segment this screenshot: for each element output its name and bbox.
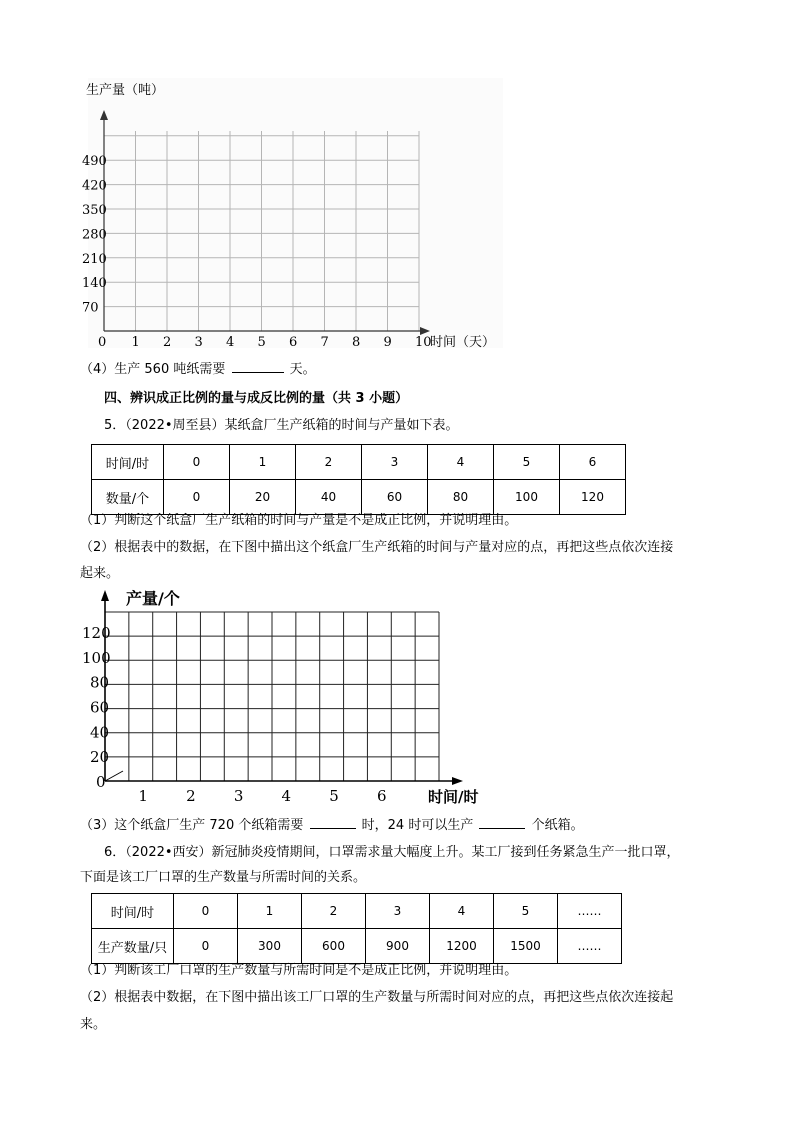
q4-text-a: （4）生产 560 吨纸需要 xyxy=(80,362,226,377)
table1-header: 数量/个 xyxy=(92,480,164,515)
q6-intro-line1: 6．（2022•西安）新冠肺炎疫情期间，口罩需求量大幅度上升。某工厂接到任务紧急生产一批口罩， xyxy=(104,845,680,860)
chart2-x-tick-label: 4 xyxy=(281,787,292,805)
table1-cell: 0 xyxy=(164,480,230,515)
chart2-x-tick-label: 3 xyxy=(233,787,244,805)
table-time-quantity xyxy=(91,444,626,515)
table2-header: 时间/时 xyxy=(92,894,174,929)
chart2-ticks xyxy=(82,624,387,805)
chart1-background xyxy=(88,78,503,348)
chart2-y-tick-label: 0 xyxy=(96,773,106,791)
table1-cell: 120 xyxy=(560,480,626,515)
table2-cell: 5 xyxy=(494,894,558,929)
table2-cell: 1200 xyxy=(430,929,494,964)
q6-part2-line2: 来。 xyxy=(80,1017,107,1032)
chart2-y-arrow xyxy=(101,590,109,601)
table2-cell: 1 xyxy=(238,894,302,929)
q4-text-b: 天。 xyxy=(289,362,316,377)
chart1-x-tick-label: 6 xyxy=(289,335,298,350)
chart2-x-tick-label: 6 xyxy=(376,787,387,805)
table2-cell: 900 xyxy=(366,929,430,964)
chart2-y-tick-label: 40 xyxy=(90,723,110,742)
chart1-y-tick-label: 210 xyxy=(82,251,107,267)
chart1-x-tick-label: 9 xyxy=(383,335,392,350)
q6-part1: （1）判断该工厂口罩的生产数量与所需时间是不是成正比例，并说明理由。 xyxy=(80,963,518,978)
table1-cell: 1 xyxy=(230,445,296,480)
chart2-origin-mark xyxy=(105,771,123,781)
q5-part3-blank-hours[interactable] xyxy=(310,816,356,829)
table2-row-time xyxy=(92,894,622,929)
table1-cell: 2 xyxy=(296,445,362,480)
chart1-y-tick-label: 420 xyxy=(82,178,107,194)
chart2-y-tick-label: 60 xyxy=(90,698,110,717)
chart2-y-tick-label: 20 xyxy=(90,748,110,767)
q4-line xyxy=(80,358,316,377)
table1-cell: 60 xyxy=(362,480,428,515)
table2-cell: 300 xyxy=(238,929,302,964)
q5-part3 xyxy=(80,814,584,833)
chart2-x-tick-label: 5 xyxy=(329,787,339,805)
table1-cell: 4 xyxy=(428,445,494,480)
q4-answer-blank[interactable] xyxy=(232,360,284,373)
table2-cell: 0 xyxy=(174,894,238,929)
table2-cell: 2 xyxy=(302,894,366,929)
chart1-y-tick-label: 280 xyxy=(82,227,107,243)
chart-production-tons xyxy=(78,74,503,352)
table2-cell: 3 xyxy=(366,894,430,929)
table-time-mask-quantity xyxy=(91,893,622,964)
chart1-x-tick-label: 2 xyxy=(163,335,172,350)
chart2-y-tick-label: 120 xyxy=(82,624,111,642)
table2-cell: …… xyxy=(558,929,622,964)
chart1-xlabel: 时间（天） xyxy=(430,335,496,350)
table2-cell: 4 xyxy=(430,894,494,929)
chart2-x-tick-label: 1 xyxy=(138,787,148,805)
table1-header: 时间/时 xyxy=(92,445,164,480)
table1-row-time xyxy=(92,445,626,480)
chart2-y-tick-label: 80 xyxy=(90,673,110,692)
q5-part3-blank-count[interactable] xyxy=(479,816,525,829)
table2-header: 生产数量/只 xyxy=(92,929,174,964)
table2-cell: 600 xyxy=(302,929,366,964)
chart2-x-arrow xyxy=(452,777,463,785)
chart1-x-tick-label: 8 xyxy=(352,335,361,350)
table1-cell: 80 xyxy=(428,480,494,515)
q5-part1: （1）判断这个纸盒厂生产纸箱的时间与产量是不是成正比例，并说明理由。 xyxy=(80,513,518,528)
q5-part3-text-b: 时，24 时可以生产 xyxy=(361,818,474,833)
chart1-x-tick-label: 3 xyxy=(194,335,203,350)
section4-title: 四、辨识成正比例的量与成反比例的量（共 3 小题） xyxy=(104,391,409,406)
q6-intro-line2: 下面是该工厂口罩的生产数量与所需时间的关系。 xyxy=(80,870,367,885)
table2-cell: …… xyxy=(558,894,622,929)
chart2-x-tick-label: 2 xyxy=(186,787,196,805)
q5-part2-line2: 起来。 xyxy=(80,566,120,581)
q6-part2-line1: （2）根据表中数据，在下图中描出该工厂口罩的生产数量与所需时间对应的点，再把这些点依次连接起 xyxy=(80,990,674,1005)
chart1-y-tick-label: 350 xyxy=(82,203,107,218)
table1-cell: 6 xyxy=(560,445,626,480)
chart1-ylabel: 生产量（吨） xyxy=(86,83,165,98)
table1-cell: 0 xyxy=(164,445,230,480)
chart-carton-production xyxy=(78,585,490,807)
chart2-y-tick-label: 100 xyxy=(82,648,111,667)
table1-cell: 20 xyxy=(230,480,296,515)
q5-intro: 5．（2022•周至县）某纸盒厂生产纸箱的时间与产量如下表。 xyxy=(104,418,459,433)
table1-cell: 100 xyxy=(494,480,560,515)
q5-part3-text-a: （3）这个纸盒厂生产 720 个纸箱需要 xyxy=(80,818,304,833)
chart2-ylabel: 产量/个 xyxy=(126,589,180,608)
chart1-x-tick-label: 10 xyxy=(415,335,432,350)
chart1-y-tick-label: 70 xyxy=(82,300,99,316)
table2-cell: 1500 xyxy=(494,929,558,964)
chart2-grid xyxy=(101,590,463,785)
q5-part3-text-c: 个纸箱。 xyxy=(531,818,584,833)
table1-cell: 5 xyxy=(494,445,560,480)
q5-part2-line1: （2）根据表中的数据，在下图中描出这个纸盒厂生产纸箱的时间与产量对应的点，再把这些点依次连接 xyxy=(80,540,674,555)
chart2-xlabel: 时间/时 xyxy=(428,788,479,806)
table1-cell: 40 xyxy=(296,480,362,515)
chart1-x-tick-label: 5 xyxy=(257,335,266,350)
chart1-y-tick-label: 490 xyxy=(82,154,107,170)
chart1-x-tick-label: 7 xyxy=(320,335,329,350)
chart1-x-tick-label: 0 xyxy=(98,335,107,350)
table2-cell: 0 xyxy=(174,929,238,964)
chart1-y-tick-label: 140 xyxy=(82,276,107,292)
chart1-x-tick-label: 4 xyxy=(226,335,235,350)
chart1-x-tick-label: 1 xyxy=(131,335,140,350)
table1-cell: 3 xyxy=(362,445,428,480)
